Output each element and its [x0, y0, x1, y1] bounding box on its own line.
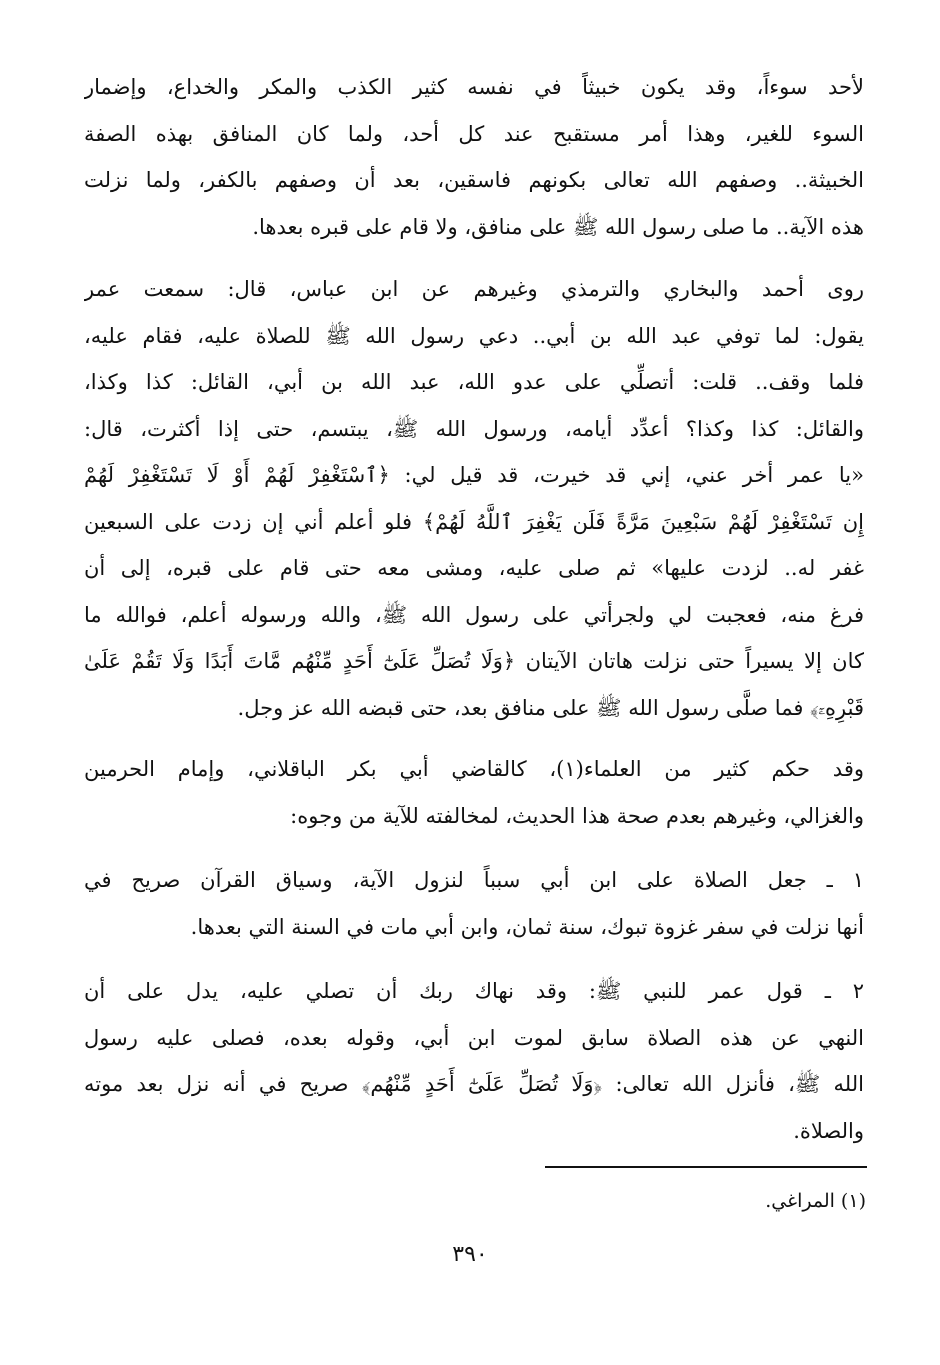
paragraph-5: [84, 968, 864, 1154]
text-line: إِن تَسْتَغْفِرْ لَهُمْ سَبْعِينَ مَرَّةً فَلَن يَغْفِرَ ٱللَّهُ لَهُمْ﴾ فلو أعلم أني إن زدت على السبعين: [84, 509, 864, 534]
paragraph-4: [84, 857, 864, 950]
text-line: لأحد سوءاً، وقد يكون خبيثاً في نفسه كثير الكذب والمكر والخداع، وإضمار: [84, 75, 864, 99]
paragraph-3: [84, 746, 864, 839]
text-line: أنها نزلت في سفر غزوة تبوك، سنة ثمان، وابن أبي مات في السنة التي بعدها.: [190, 914, 864, 939]
text-line: والغزالي، وغيرهم بعدم صحة هذا الحديث، لمخالفته للآية من وجوه:: [290, 803, 864, 828]
paragraph-1: [84, 64, 864, 250]
footnote: (١) المراغي.: [765, 1190, 866, 1212]
text-line: النهي عن هذه الصلاة سابق لموت ابن أبي، وقوله بعده، فصلى عليه رسول: [84, 1025, 864, 1050]
text-line: يقول: لما توفي عبد الله بن أبي.. دعي رسول الله ﷺ للصلاة عليه، فقام عليه،: [84, 323, 864, 348]
text-line: هذه الآية.. ما صلى رسول الله ﷺ على منافق، ولا قام على قبره بعدها.: [252, 214, 864, 239]
text-line: غفر له.. لزدت عليها» ثم صلى عليه، ومشى معه حتى قام على قبره، إلى أن: [84, 556, 864, 580]
page-number: ٣٩٠: [452, 1242, 488, 1267]
text-line: الخبيثة.. وصفهم الله تعالى بكونهم فاسقين، بعد أن وصفهم بالكفر، ولما نزلت: [84, 168, 864, 192]
text-line: والصلاة.: [793, 1118, 864, 1143]
text-line: فرغ منه، فعجبت لي ولجرأتي على رسول الله ﷺ، والله ورسوله أعلم، فوالله ما: [84, 602, 864, 627]
text-line: وقد حكم كثير من العلماء(١)، كالقاضي أبي بكر الباقلاني، وإمام الحرمين: [84, 757, 864, 781]
text-line: السوء للغير، وهذا أمر مستقبح عند كل أحد، ولما كان المنافق بهذه الصفة: [84, 121, 864, 146]
text-line: فلما وقف.. قلت: أتصلِّي على عدو الله، عبد الله بن أبي، القائل: كذا وكذا،: [84, 370, 864, 394]
footnote-divider: [545, 1166, 867, 1168]
text-line: ١ ـ جعل الصلاة على ابن أبي سبباً لنزول الآية، وسياق القرآن صريح في: [84, 868, 864, 892]
paragraph-2: [84, 266, 864, 731]
text-line: كان إلا يسيراً حتى نزلت هاتان الآيتان ﴿وَلَا تُصَلِّ عَلَىٰٓ أَحَدٍ مِّنْهُم مَّاتَ أَبَدًا وَلَا تَقُمْ عَلَىٰ: [84, 649, 864, 673]
text-line: روى أحمد والبخاري والترمذي وغيرهم عن ابن عباس، قال: سمعت عمر: [84, 277, 864, 301]
text-line: الله ﷺ، فأنزل الله تعالى: ﴿وَلَا تُصَلِّ عَلَىٰٓ أَحَدٍ مِّنْهُم﴾ صريح في أنه نزل بعد موته: [84, 1072, 864, 1096]
text-line: ٢ ـ قول عمر للنبي ﷺ: وقد نهاك ربك أن تصلي عليه، يدل على أن: [84, 979, 864, 1003]
text-line: والقائل: كذا وكذا؟ أعدِّد أيامه، ورسول الله ﷺ، يبتسم، حتى إذا أكثرت، قال:: [84, 416, 864, 441]
text-line: قَبْرِهِۦٓ﴾ فما صلَّى رسول الله ﷺ على منافق بعد، حتى قبضه الله عز وجل.: [237, 695, 864, 720]
text-line: «يا عمر أخر عني، إني قد خيرت، قد قيل لي: ﴿ٱسْتَغْفِرْ لَهُمْ أَوْ لَا تَسْتَغْفِرْ لَهُمْ: [84, 463, 864, 487]
